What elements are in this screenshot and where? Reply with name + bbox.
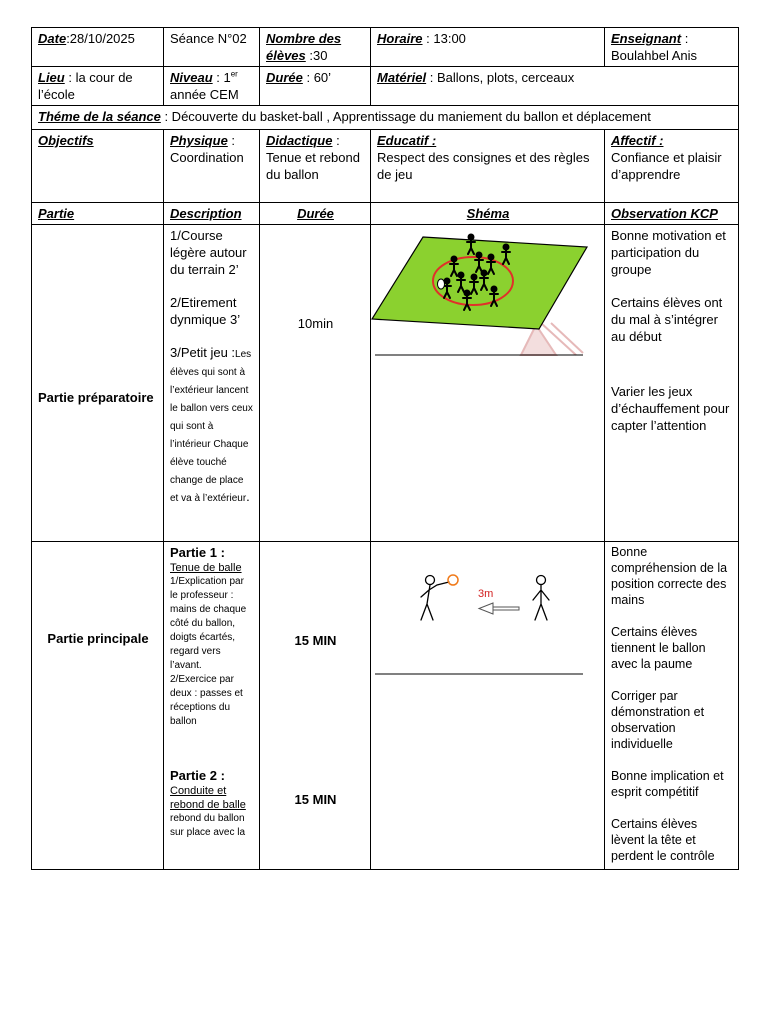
- duree-cell: [260, 67, 371, 106]
- prep-desc-2: 2/Etirement dynmique 3’: [170, 295, 241, 327]
- distance-label: 3m: [478, 588, 494, 600]
- educatif-cell: [371, 130, 605, 203]
- princ-obs-4: Bonne implication et esprit compétitif: [611, 769, 724, 799]
- didactique-label: Didactique: [266, 133, 333, 148]
- educatif-value: Respect des consignes et des règles de jeu: [377, 150, 590, 182]
- niveau-label: Niveau: [170, 70, 213, 85]
- lesson-plan-table: [31, 27, 739, 870]
- column-header-row: [32, 203, 739, 225]
- preparatory-name: Partie préparatoire: [38, 389, 154, 405]
- date-cell: [32, 28, 164, 67]
- physique-cell: Physique : Coordination: [164, 130, 260, 203]
- header-row-1: [32, 28, 739, 67]
- didactique-value: Tenue et rebond du ballon: [266, 150, 360, 182]
- nombre-value: :30: [305, 48, 328, 63]
- col-schema-label: Shéma: [466, 206, 510, 221]
- seance-number: Séance N°02: [170, 31, 247, 46]
- p1-title: Partie 1 :: [170, 545, 225, 560]
- physique-label: Physique: [170, 133, 228, 148]
- p1-desc-2: 2/Exercice par deux : passes et réceptions du ballon: [170, 674, 243, 727]
- col-duree-label: Durée: [297, 206, 334, 221]
- duree-value: : 60’: [302, 70, 332, 85]
- objectifs-label: Objectifs: [38, 133, 94, 148]
- p2-desc: rebond du ballon sur place avec la: [170, 813, 246, 838]
- nombre-label: Nombre des élèves: [266, 31, 342, 63]
- princ-obs-1: Bonne compréhension de la position correcte des mains: [611, 545, 728, 607]
- p1-duration: 15 MIN: [294, 633, 337, 648]
- affectif-cell: [605, 130, 739, 203]
- p2-title: Partie 2 :: [170, 768, 225, 783]
- horaire-cell: [371, 28, 605, 67]
- p2-subtitle: Conduite et rebond de balle: [170, 785, 246, 811]
- preparatory-observation-cell: [605, 225, 739, 542]
- princ-obs-3: Corriger par démonstration et observation individuelle: [611, 689, 705, 751]
- materiel-value: : Ballons, plots, cerceaux: [426, 70, 575, 85]
- principal-name: Partie principale: [47, 631, 149, 646]
- prep-desc-3-text: Les élèves qui sont à l’extérieur lancent le ballon vers ceux qui sont à l’intérieur Chaque élève touché change de place et va à l’extérieur: [170, 349, 253, 504]
- p2-duration: 15 MIN: [294, 792, 337, 807]
- principal-observation-cell: [605, 542, 739, 870]
- physique-value: Coordination: [170, 150, 244, 165]
- duree-label: Durée: [266, 70, 303, 85]
- col-duree-header: [260, 203, 371, 225]
- enseignant-colon: :: [681, 31, 689, 46]
- lieu-value: : la cour de l’école: [38, 70, 133, 102]
- affectif-label: Affectif :: [611, 133, 664, 148]
- col-partie-header: [32, 203, 164, 225]
- seance-cell: [164, 28, 260, 67]
- preparatory-row: [32, 225, 739, 542]
- col-description-label: Description: [170, 206, 242, 221]
- col-observation-label: Observation KCP: [611, 206, 718, 221]
- col-schema-header: [371, 203, 605, 225]
- ball-icon: [448, 575, 458, 585]
- principal-schema-cell: [371, 542, 605, 870]
- receiver-figure: [533, 576, 549, 621]
- prep-desc-1: 1/Course légère autour du terrain 2’: [170, 228, 247, 277]
- enseignant-cell: [605, 28, 739, 67]
- lieu-label: Lieu: [38, 70, 65, 85]
- prep-obs-1: Bonne motivation et participation du groupe: [611, 228, 726, 277]
- prep-desc-3-end: .: [246, 489, 250, 504]
- princ-obs-5: Certains élèves lèvent la tête et perdent le contrôle: [611, 817, 715, 863]
- objectives-row: [32, 130, 739, 203]
- col-observation-header: [605, 203, 739, 225]
- principal-description-cell: [164, 542, 260, 870]
- theme-cell: [32, 106, 739, 130]
- principal-row: [32, 542, 739, 870]
- horaire-label: Horaire: [377, 31, 423, 46]
- date-label: Date: [38, 31, 67, 46]
- passer-figure: [421, 576, 449, 621]
- didactique-cell: Didactique : Tenue et rebond du ballon: [260, 130, 371, 203]
- principal-name-cell: [32, 542, 164, 870]
- preparatory-schema-cell: [371, 225, 605, 542]
- preparatory-description-cell: [164, 225, 260, 542]
- prep-obs-2: Certains élèves ont du mal à s’intégrer au début: [611, 295, 723, 344]
- enseignant-value: Boulahbel Anis: [611, 48, 698, 63]
- preparatory-duration-cell: [260, 225, 371, 542]
- p1-subtitle: Tenue de balle: [170, 562, 242, 574]
- niveau-sup: er: [230, 69, 238, 79]
- theme-label: Théme de la séance: [38, 109, 161, 124]
- theme-row: [32, 106, 739, 130]
- prep-desc-3-title: 3/Petit jeu :: [170, 345, 236, 360]
- p1-desc-1: 1/Explication par le professeur : mains de chaque côté du ballon, doigts écartés, regard vers l’avant.: [170, 576, 247, 671]
- educatif-label: Educatif :: [377, 133, 437, 148]
- princ-obs-2: Certains élèves tiennent le ballon avec la paume: [611, 625, 706, 671]
- materiel-label: Matériel: [377, 70, 427, 85]
- nombre-cell: [260, 28, 371, 67]
- preparatory-name-cell: [32, 225, 164, 542]
- passing-diagram: [371, 542, 605, 869]
- date-value: :28/10/2025: [66, 31, 135, 46]
- preparatory-duration: 10min: [297, 316, 334, 331]
- lieu-cell: [32, 67, 164, 106]
- col-partie-label: Partie: [38, 206, 75, 221]
- warmup-diagram: [371, 225, 605, 541]
- prep-obs-3: Varier les jeux d’échauffement pour capter l’attention: [611, 384, 730, 433]
- objectifs-cell: [32, 130, 164, 203]
- materiel-cell: [371, 67, 739, 106]
- horaire-value: : 13:00: [422, 31, 466, 46]
- col-description-header: [164, 203, 260, 225]
- theme-value: : Découverte du basket-ball , Apprentissage du maniement du ballon et déplacement: [160, 109, 651, 124]
- enseignant-label: Enseignant: [611, 31, 682, 46]
- niveau-pre: : 1: [212, 70, 231, 85]
- ball-shape: [438, 279, 445, 289]
- field-shape: [372, 237, 587, 329]
- principal-duration-cell: [260, 542, 371, 870]
- header-row-2: [32, 67, 739, 106]
- affectif-value: Confiance et plaisir d’apprendre: [611, 150, 722, 182]
- niveau-post: année CEM: [170, 87, 239, 102]
- niveau-cell: [164, 67, 260, 106]
- arrow-icon: [479, 603, 519, 614]
